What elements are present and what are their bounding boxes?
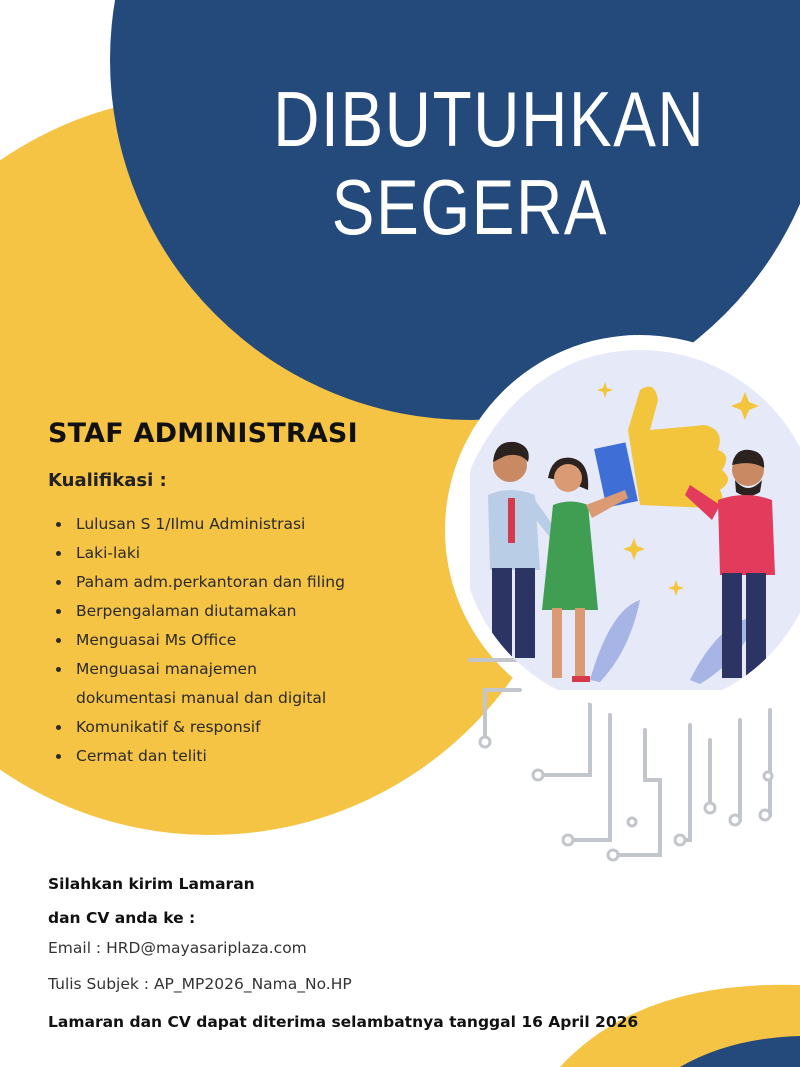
- application-deadline: Lamaran dan CV dapat diterima selambatnya tanggal 16 April 2026: [48, 1013, 639, 1031]
- bullet-icon: [56, 725, 61, 730]
- list-item: Lulusan S 1/Ilmu Administrasi: [48, 510, 448, 539]
- list-item: Paham adm.perkantoran dan filing: [48, 568, 448, 597]
- headline-line2: SEGERA: [331, 163, 609, 251]
- list-item: Cermat dan teliti: [48, 742, 448, 771]
- bullet-icon: [56, 638, 61, 643]
- bullet-icon: [56, 522, 61, 527]
- list-item: Menguasai Ms Office: [48, 626, 448, 655]
- bullet-icon: [56, 609, 61, 614]
- list-item: Berpengalaman diutamakan: [48, 597, 448, 626]
- headline-line1: DIBUTUHKAN: [273, 75, 706, 163]
- contact-subject: Tulis Subjek : AP_MP2026_Nama_No.HP: [48, 975, 352, 993]
- bullet-icon: [56, 551, 61, 556]
- list-item-continuation: dokumentasi manual dan digital: [76, 689, 327, 707]
- list-item: Menguasai manajemen: [48, 655, 448, 684]
- contact-instruction-line2: dan CV anda ke :: [48, 909, 196, 927]
- job-title: STAF ADMINISTRASI: [48, 418, 358, 449]
- qualifications-label: Kualifikasi :: [48, 470, 167, 491]
- bullet-icon: [56, 754, 61, 759]
- contact-instruction-line1: Silahkan kirim Lamaran: [48, 875, 255, 893]
- list-item: Laki-laki: [48, 539, 448, 568]
- contact-email[interactable]: Email : HRD@mayasariplaza.com: [48, 939, 307, 957]
- requirements-list: [48, 510, 448, 771]
- bullet-icon: [56, 580, 61, 585]
- bullet-icon: [56, 667, 61, 672]
- list-item: Komunikatif & responsif: [48, 713, 448, 742]
